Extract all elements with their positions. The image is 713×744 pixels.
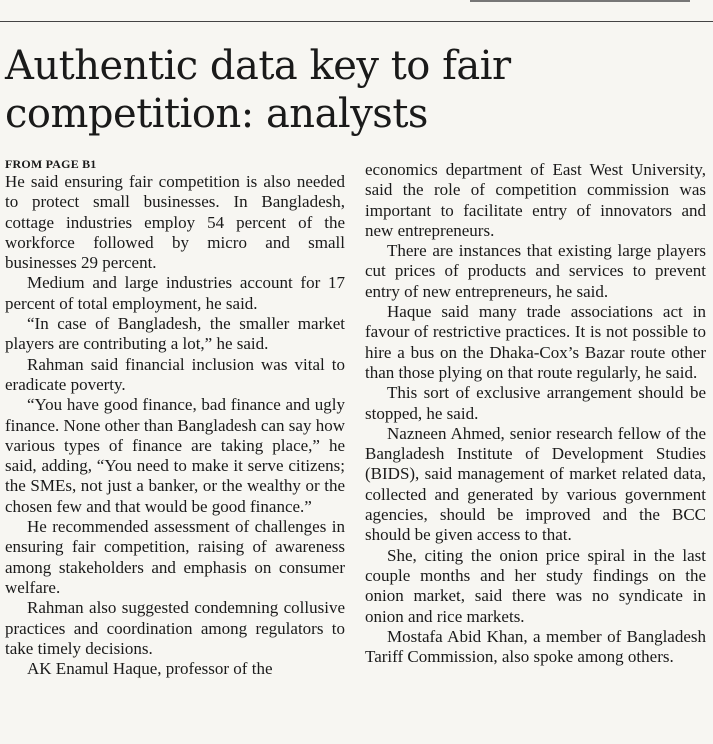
article-paragraph: This sort of exclusive arrangement should be stopped, he said. xyxy=(365,383,706,423)
article-paragraph: He recommended assessment of challenges in ensuring fair competition, raising of awareness among stakeholders and emphasis on consumer welfare. xyxy=(5,517,345,597)
article-paragraph: “In case of Bangladesh, the smaller market players are contributing a lot,” he said. xyxy=(5,314,345,354)
article-paragraph: AK Enamul Haque, professor of the xyxy=(27,659,273,679)
article-column-left xyxy=(5,156,345,740)
article-paragraph: Medium and large industries account for 17 percent of total employment, he said. xyxy=(5,273,345,313)
header-rule xyxy=(0,21,713,22)
article-paragraph: He said ensuring fair competition is also needed to protect small businesses. In Bangladesh, cottage industries employ 54 percent of the workforce followed by micro and small businesses 29 percent. xyxy=(5,172,345,273)
continuation-kicker: FROM PAGE B1 xyxy=(5,157,97,171)
article-paragraph: Mostafa Abid Khan, a member of Bangladesh Tariff Commission, also spoke among others. xyxy=(365,626,706,667)
article-paragraph: economics department of East West University, said the role of competition commission was important to facilitate entry of innovators and new entrepreneurs. xyxy=(365,160,706,240)
article-headline: Authentic data key to fair competition: analysts xyxy=(5,43,511,137)
page-header-fragment xyxy=(470,0,690,4)
article-column-right xyxy=(365,160,706,744)
article-paragraph: Rahman also suggested condemning collusive practices and coordination among regulators to take timely decisions. xyxy=(5,598,345,658)
article-paragraph: “You have good finance, bad finance and ugly finance. None other than Bangladesh can say how various types of finance are taking place,” he said, adding, “You need to make it serve citizens; the SMEs, not just a banker, or the wealthy or the chosen few and that would be good finance.” xyxy=(5,395,345,516)
article-paragraph: There are instances that existing large players cut prices of products and services to prevent entry of new entrepreneurs, he said. xyxy=(365,241,706,301)
article-paragraph: Haque said many trade associations act in favour of restrictive practices. It is not possible to hire a bus on the Dhaka-Cox’s Bazar route other than those plying on that route regularly, he said. xyxy=(365,302,706,382)
article-paragraph: Rahman said financial inclusion was vital to eradicate poverty. xyxy=(5,354,345,394)
article-paragraph: She, citing the onion price spiral in the last couple months and her study findings on the onion market, said there was no syndicate in onion and rice markets. xyxy=(365,545,706,626)
article-paragraph: Nazneen Ahmed, senior research fellow of the Bangladesh Institute of Development Studies (BIDS), said management of market related data, collected and generated by various government agencies, should be improved and the BCC should be given access to that. xyxy=(365,423,706,545)
